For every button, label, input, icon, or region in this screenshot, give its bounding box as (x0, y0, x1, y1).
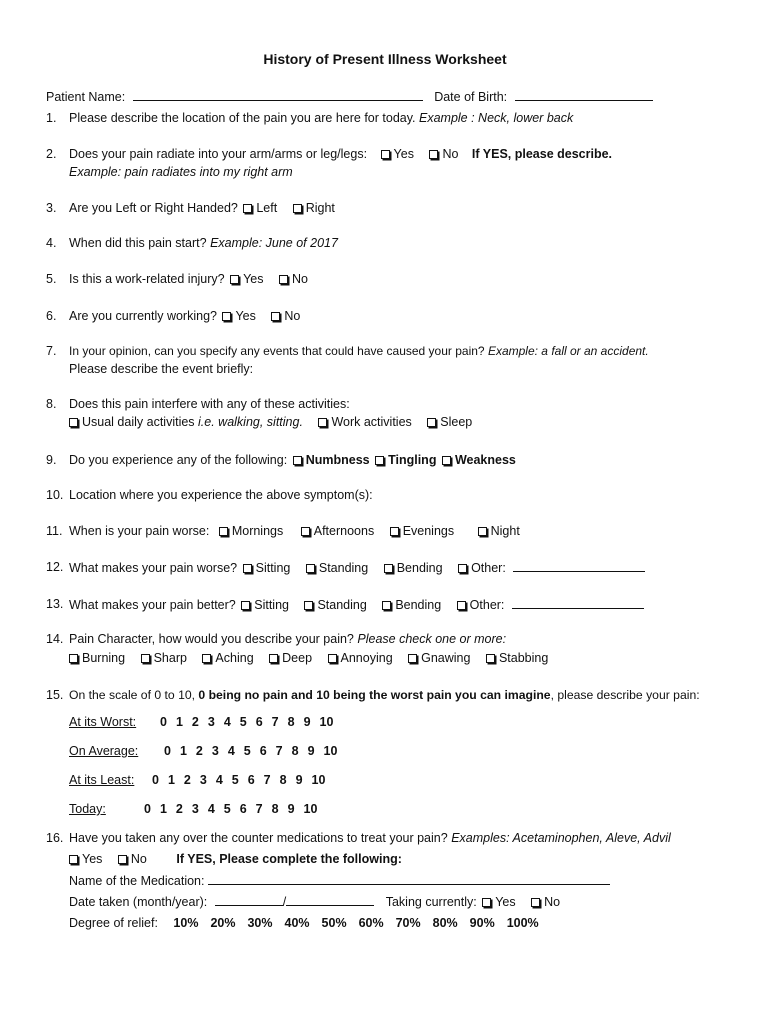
q7-text: In your opinion, can you specify any events that could have caused your pain? (69, 344, 485, 358)
q2-number: 2. (46, 147, 57, 161)
q15-text-pre: On the scale of 0 to 10, (69, 688, 196, 702)
relief-option[interactable]: 20% (210, 916, 236, 930)
q4-example: Example: June of 2017 (210, 236, 338, 250)
q8-text: Does this pain interfere with any of these activities: (69, 397, 350, 411)
q9-tingling-label: Tingling (388, 453, 437, 467)
q16-yes-checkbox[interactable] (69, 855, 78, 864)
q16-med-row (69, 873, 610, 890)
pain-scale-value[interactable]: 2 (175, 802, 183, 816)
scale-row-label: At its Worst: (69, 715, 137, 729)
scale-row-average (69, 744, 337, 760)
dob-field[interactable] (515, 89, 653, 101)
q16-taking-label: Taking currently: (385, 895, 477, 909)
pain-scale (155, 744, 337, 758)
q16-med-field[interactable] (208, 873, 610, 885)
pain-scale-value[interactable]: 8 (271, 802, 279, 816)
q16-no-label: No (130, 852, 147, 866)
scale-row-today (69, 802, 317, 818)
patient-name-label: Patient Name: (46, 90, 126, 104)
q11-night-label: Night (490, 524, 520, 538)
q14-gnawing-checkbox[interactable] (408, 654, 417, 663)
pain-scale-value[interactable]: 6 (255, 715, 263, 729)
q1-text: Please describe the location of the pain you are here for today. (69, 111, 416, 125)
q14-option: Annoying (340, 651, 393, 665)
q16-example: Examples: Acetaminophen, Aleve, Advil (451, 831, 671, 845)
q14-aching-checkbox[interactable] (202, 654, 211, 663)
pain-scale-value[interactable]: 8 (279, 773, 287, 787)
patient-info-row (46, 89, 653, 106)
q4 (69, 236, 338, 252)
q13-other-checkbox[interactable] (457, 601, 466, 610)
q16-relief-row (69, 916, 539, 932)
q9-weakness-label: Weakness (454, 453, 516, 467)
q16-taking-no-checkbox[interactable] (531, 898, 540, 907)
q14-text: Pain Character, how would you describe your pain? (69, 632, 354, 646)
q5-yes-label: Yes (243, 272, 264, 286)
relief-option[interactable]: 100% (506, 916, 539, 930)
q9-number: 9. (46, 453, 57, 467)
pain-scale-value[interactable]: 7 (275, 744, 283, 758)
pain-scale-value[interactable]: 2 (183, 773, 191, 787)
q13-bending-checkbox[interactable] (382, 601, 391, 610)
q13-number: 13. (46, 597, 64, 611)
page-title: History of Present Illness Worksheet (263, 51, 507, 67)
pain-scale-value[interactable]: 0 (152, 773, 159, 787)
scale-row-label: On Average: (69, 744, 139, 758)
q7-example: Example: a fall or an accident. (487, 344, 649, 358)
q2-text: Does your pain radiate into your arm/arms or leg/legs: (69, 147, 368, 161)
q6-no-checkbox[interactable] (271, 312, 280, 321)
q13-standing-label: Standing (317, 598, 367, 612)
q14-deep-checkbox[interactable] (269, 654, 278, 663)
q15 (69, 688, 700, 703)
q11-afternoons-checkbox[interactable] (301, 527, 310, 536)
pain-scale (143, 773, 325, 787)
q6-number: 6. (46, 309, 57, 323)
q8-daily-checkbox[interactable] (69, 418, 78, 427)
q1-number: 1. (46, 111, 57, 125)
q7 (69, 344, 649, 359)
q9 (69, 453, 516, 469)
scale-row-least (69, 773, 325, 789)
pain-scale-value[interactable]: 1 (167, 773, 175, 787)
pain-scale-value[interactable]: 7 (263, 773, 271, 787)
q14-burning-checkbox[interactable] (69, 654, 78, 663)
q12-number: 12. (46, 560, 64, 574)
q12-sitting-label: Sitting (255, 561, 291, 575)
relief-option[interactable]: 50% (321, 916, 347, 930)
q14-option: Deep (282, 651, 313, 665)
q12-bending-checkbox[interactable] (384, 564, 393, 573)
q7-number: 7. (46, 344, 57, 358)
q16-med-label: Name of the Medication: (69, 874, 205, 888)
q12-text: What makes your pain worse? (69, 561, 238, 575)
q12-bending-label: Bending (396, 561, 443, 575)
pain-scale-value[interactable]: 4 (223, 715, 231, 729)
q11-night-checkbox[interactable] (478, 527, 487, 536)
q5-text: Is this a work-related injury? (69, 272, 225, 286)
pain-scale-value[interactable]: 10 (319, 715, 334, 729)
q12-other-checkbox[interactable] (458, 564, 467, 573)
q8-daily-label: Usual daily activities (82, 415, 195, 429)
pain-scale-value[interactable]: 9 (287, 802, 295, 816)
pain-scale-value[interactable]: 5 (223, 802, 231, 816)
q8-work-checkbox[interactable] (318, 418, 327, 427)
q13-text: What makes your pain better? (69, 598, 236, 612)
q13-sitting-label: Sitting (254, 598, 289, 612)
q14-stabbing-checkbox[interactable] (486, 654, 495, 663)
q14-option: Aching (215, 651, 254, 665)
q1 (69, 111, 573, 127)
dob-label: Date of Birth: (434, 90, 508, 104)
q16-no-checkbox[interactable] (118, 855, 127, 864)
pain-scale (151, 715, 333, 729)
q14-option: Gnawing (421, 651, 471, 665)
pain-scale-value[interactable]: 10 (311, 773, 326, 787)
pain-scale-value[interactable]: 4 (207, 802, 215, 816)
q3-text: Are you Left or Right Handed? (69, 201, 238, 215)
pain-scale-value[interactable]: 8 (287, 715, 295, 729)
q1-example: Example : Neck, lower back (419, 111, 574, 125)
pain-scale-value[interactable]: 0 (160, 715, 167, 729)
pain-scale-value[interactable]: 2 (195, 744, 203, 758)
pain-scale-value[interactable]: 9 (307, 744, 315, 758)
pain-scale-value[interactable]: 5 (231, 773, 239, 787)
pain-scale-value[interactable]: 2 (191, 715, 199, 729)
pain-scale-value[interactable]: 4 (227, 744, 235, 758)
scale-row-worst (69, 715, 333, 731)
q16-date-label: Date taken (month/year): (69, 895, 208, 909)
q5 (69, 272, 308, 288)
relief-option[interactable]: 80% (432, 916, 458, 930)
q4-number: 4. (46, 236, 57, 250)
q12-other-label: Other: (471, 561, 506, 575)
q16-date-sep: / (282, 895, 287, 909)
q13 (69, 597, 644, 614)
pain-scale-value[interactable]: 0 (164, 744, 171, 758)
q16-taking-no-label: No (544, 895, 561, 909)
pain-scale-value[interactable]: 6 (239, 802, 247, 816)
scale-row-label: At its Least: (69, 773, 135, 787)
q15-text-bold: 0 being no pain and 10 being the worst pain you can imagine (198, 688, 551, 702)
q14-sharp-checkbox[interactable] (141, 654, 150, 663)
q16-taking-yes-checkbox[interactable] (482, 898, 491, 907)
q5-no-label: No (292, 272, 308, 286)
q13-standing-checkbox[interactable] (304, 601, 313, 610)
pain-scale-value[interactable]: 7 (271, 715, 279, 729)
q12-sitting-checkbox[interactable] (243, 564, 252, 573)
q11-afternoons-label: Afternoons (313, 524, 375, 538)
q16-relief-label: Degree of relief: (69, 916, 158, 930)
q12-standing-checkbox[interactable] (306, 564, 315, 573)
q3-left-checkbox[interactable] (243, 204, 252, 213)
q15-text-post: , please describe your pain: (550, 688, 700, 702)
pain-scale-value[interactable]: 3 (211, 744, 219, 758)
q15-number: 15. (46, 688, 64, 702)
q8-sleep-checkbox[interactable] (427, 418, 436, 427)
pain-scale-value[interactable]: 1 (175, 715, 183, 729)
q12 (69, 560, 645, 577)
pain-scale-value[interactable]: 0 (144, 802, 151, 816)
relief-option[interactable]: 40% (284, 916, 310, 930)
q11-mornings-checkbox[interactable] (219, 527, 228, 536)
q3-number: 3. (46, 201, 57, 215)
q12-other-field[interactable] (513, 560, 645, 572)
q13-other-label: Other: (469, 598, 505, 612)
q14-hint: Please check one or more: (357, 632, 507, 646)
q14-option: Burning (82, 651, 126, 665)
q13-bending-label: Bending (395, 598, 442, 612)
q2-example: Example: pain radiates into my right arm (69, 165, 293, 179)
q9-numbness-checkbox[interactable] (293, 456, 302, 465)
relief-option[interactable]: 70% (395, 916, 421, 930)
q16-yesno (69, 852, 402, 868)
q9-weakness-checkbox[interactable] (442, 456, 451, 465)
pain-scale-value[interactable]: 10 (323, 744, 338, 758)
q6-yes-checkbox[interactable] (222, 312, 231, 321)
q3 (69, 201, 335, 217)
pain-scale-value[interactable]: 3 (207, 715, 215, 729)
q3-right-checkbox[interactable] (293, 204, 302, 213)
q3-left-label: Left (256, 201, 278, 215)
q2-no-checkbox[interactable] (429, 150, 438, 159)
q12-standing-label: Standing (318, 561, 369, 575)
q16 (69, 831, 671, 847)
q14-number: 14. (46, 632, 64, 646)
q9-numbness-label: Numbness (305, 453, 370, 467)
q4-text: When did this pain start? (69, 236, 207, 250)
pain-scale-value[interactable]: 6 (247, 773, 255, 787)
q2-yes-label: Yes (393, 147, 414, 161)
relief-option[interactable]: 60% (358, 916, 384, 930)
q14-annoying-checkbox[interactable] (328, 654, 337, 663)
pain-scale-value[interactable]: 9 (303, 715, 311, 729)
q11-text: When is your pain worse: (69, 524, 210, 538)
q8-number: 8. (46, 397, 57, 411)
pain-scale (135, 802, 317, 816)
q11-number: 11. (46, 524, 63, 538)
q8-options (69, 415, 472, 431)
q9-tingling-checkbox[interactable] (375, 456, 384, 465)
q16-date-row (69, 894, 560, 911)
pain-scale-value[interactable]: 7 (255, 802, 263, 816)
relief-options (161, 916, 538, 930)
q16-date-year-field[interactable] (286, 894, 374, 906)
pain-scale-value[interactable]: 10 (303, 802, 318, 816)
pain-scale-value[interactable]: 1 (179, 744, 187, 758)
q9-text: Do you experience any of the following: (69, 453, 288, 467)
pain-scale-value[interactable]: 3 (191, 802, 199, 816)
pain-scale-value[interactable]: 5 (243, 744, 251, 758)
q16-followup: If YES, Please complete the following: (176, 852, 402, 866)
q8-daily-example: i.e. walking, sitting. (198, 415, 303, 429)
q2-no-label: No (442, 147, 459, 161)
q2-yes-checkbox[interactable] (381, 150, 390, 159)
q14-options (69, 651, 548, 667)
relief-option[interactable]: 10% (173, 916, 199, 930)
q16-taking-yes-label: Yes (495, 895, 516, 909)
pain-scale-value[interactable]: 1 (159, 802, 167, 816)
q6-text: Are you currently working? (69, 309, 217, 323)
q16-text: Have you taken any over the counter medications to treat your pain? (69, 831, 448, 845)
q2 (69, 147, 612, 163)
q10-text: Location where you experience the above symptom(s): (69, 488, 373, 502)
relief-option[interactable]: 30% (247, 916, 273, 930)
patient-name-field[interactable] (133, 89, 423, 101)
q11-evenings-label: Evenings (402, 524, 455, 538)
q14-option: Stabbing (498, 651, 549, 665)
q6-yes-label: Yes (235, 309, 256, 323)
pain-scale-value[interactable]: 8 (291, 744, 299, 758)
q11 (69, 524, 520, 540)
q13-sitting-checkbox[interactable] (241, 601, 250, 610)
q16-date-month-field[interactable] (215, 894, 283, 906)
scale-row-label: Today: (69, 802, 106, 816)
q3-right-label: Right (305, 201, 335, 215)
pain-scale-value[interactable]: 3 (199, 773, 207, 787)
pain-scale-value[interactable]: 4 (215, 773, 223, 787)
relief-option[interactable]: 90% (469, 916, 495, 930)
q16-yes-label: Yes (82, 852, 103, 866)
q5-number: 5. (46, 272, 57, 286)
q8-work-label: Work activities (331, 415, 412, 429)
q2-followup: If YES, please describe. (471, 147, 613, 161)
pain-scale-value[interactable]: 5 (239, 715, 247, 729)
q14-option: Sharp (153, 651, 187, 665)
q14 (69, 632, 506, 648)
q13-other-field[interactable] (512, 597, 644, 609)
q5-yes-checkbox[interactable] (230, 275, 239, 284)
q11-evenings-checkbox[interactable] (390, 527, 399, 536)
pain-scale-value[interactable]: 6 (259, 744, 267, 758)
pain-scale-value[interactable]: 9 (295, 773, 303, 787)
q5-no-checkbox[interactable] (279, 275, 288, 284)
q6 (69, 309, 300, 325)
q10-number: 10. (46, 488, 64, 502)
q16-number: 16. (46, 831, 64, 845)
q7-line2: Please describe the event briefly: (69, 362, 254, 376)
q6-no-label: No (284, 309, 301, 323)
q8-sleep-label: Sleep (440, 415, 473, 429)
q11-mornings-label: Mornings (231, 524, 284, 538)
